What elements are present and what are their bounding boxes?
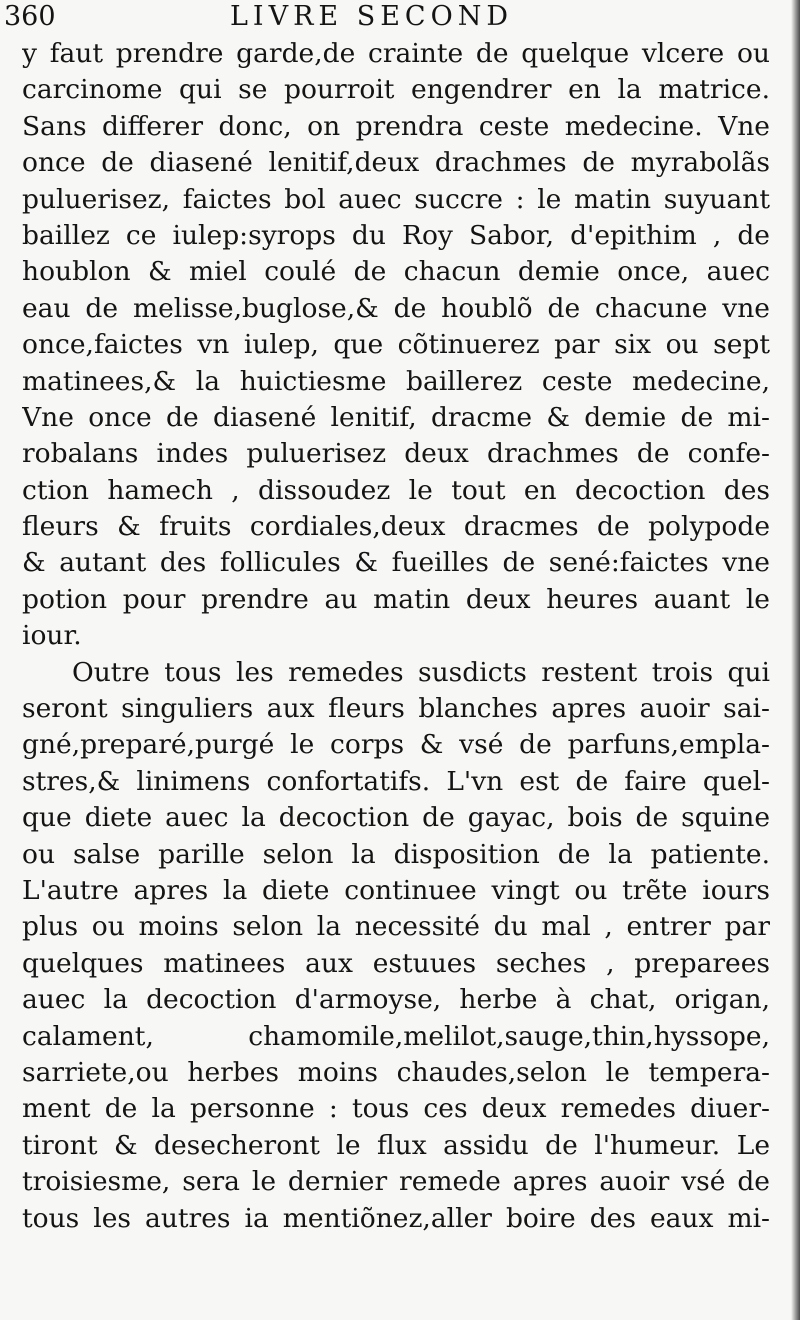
text-line: troisiesme, sera le dernier remede apres auoir vsé de bbox=[22, 1166, 770, 1198]
text-line: gné,preparé,purgé le corps & vsé de parfuns,empla- bbox=[22, 729, 770, 761]
page-number: 360 bbox=[4, 1, 56, 32]
text-line: Vne once de diasené lenitif, dracme & demie de mi- bbox=[22, 401, 770, 433]
text-line: Outre tous les remedes susdicts restent trois qui bbox=[72, 656, 770, 688]
text-line: potion pour prendre au matin deux heures auant le bbox=[22, 583, 770, 615]
text-line: once,faictes vn iulep, que cõtinuerez par six ou sept bbox=[22, 329, 770, 361]
text-line: seront singuliers aux fleurs blanches apres auoir sai- bbox=[22, 693, 770, 725]
text-line: robalans indes puluerisez deux drachmes de confe- bbox=[22, 438, 770, 470]
text-line: tous les autres ia mentiõnez,aller boire des eaux mi- bbox=[22, 1202, 770, 1234]
text-line: once de diasené lenitif,deux drachmes de myrabolãs bbox=[22, 147, 770, 179]
text-line: y faut prendre garde,de crainte de quelque vlcere ou bbox=[22, 38, 770, 69]
text-line: carcinome qui se pourroit engendrer en la matrice. bbox=[22, 74, 770, 106]
text-line: puluerisez, faictes bol auec succre : le matin suyuant bbox=[22, 183, 770, 215]
running-head: LIVRE SECOND bbox=[230, 1, 513, 32]
text-line: Sans differer donc, on prendra ceste medecine. Vne bbox=[22, 110, 770, 142]
text-line: stres,& linimens confortatifs. L'vn est de faire quel- bbox=[22, 765, 770, 797]
text-line: quelques matinees aux estuues seches , preparees bbox=[22, 947, 770, 979]
text-line: eau de melisse,buglose,& de houblõ de chacune vne bbox=[22, 292, 770, 324]
text-line: sarriete,ou herbes moins chaudes,selon le tempera- bbox=[22, 1056, 770, 1088]
text-line: ou salse parille selon la disposition de la patiente. bbox=[22, 838, 770, 870]
text-line: plus ou moins selon la necessité du mal , entrer par bbox=[22, 911, 770, 943]
text-line: auec la decoction d'armoyse, herbe à chat, origan, bbox=[22, 984, 770, 1016]
text-line: iour. bbox=[22, 620, 82, 652]
text-line: ction hamech , dissoudez le tout en decoction des bbox=[22, 474, 770, 506]
text-line: que diete auec la decoction de gayac, bois de squine bbox=[22, 802, 770, 834]
text-line: baillez ce iulep:syrops du Roy Sabor, d'epithim , de bbox=[22, 219, 770, 251]
text-line: houblon & miel coulé de chacun demie once, auec bbox=[22, 256, 770, 288]
text-line: tiront & desecheront le flux assidu de l'humeur. Le bbox=[22, 1129, 770, 1161]
page-edge-shadow bbox=[791, 0, 800, 1320]
text-line: fleurs & fruits cordiales,deux dracmes de polypode bbox=[22, 511, 770, 543]
text-line: & autant des follicules & fueilles de sené:faictes vne bbox=[22, 547, 770, 579]
text-line: matinees,& la huictiesme baillerez ceste medecine, bbox=[22, 365, 770, 397]
body-text bbox=[22, 36, 770, 1237]
text-line: calament, chamomile,melilot,sauge,thin,hyssope, bbox=[22, 1020, 770, 1052]
text-line: L'autre apres la diete continuee vingt ou trẽte iours bbox=[22, 874, 770, 906]
text-line: ment de la personne : tous ces deux remedes diuer- bbox=[22, 1093, 770, 1125]
